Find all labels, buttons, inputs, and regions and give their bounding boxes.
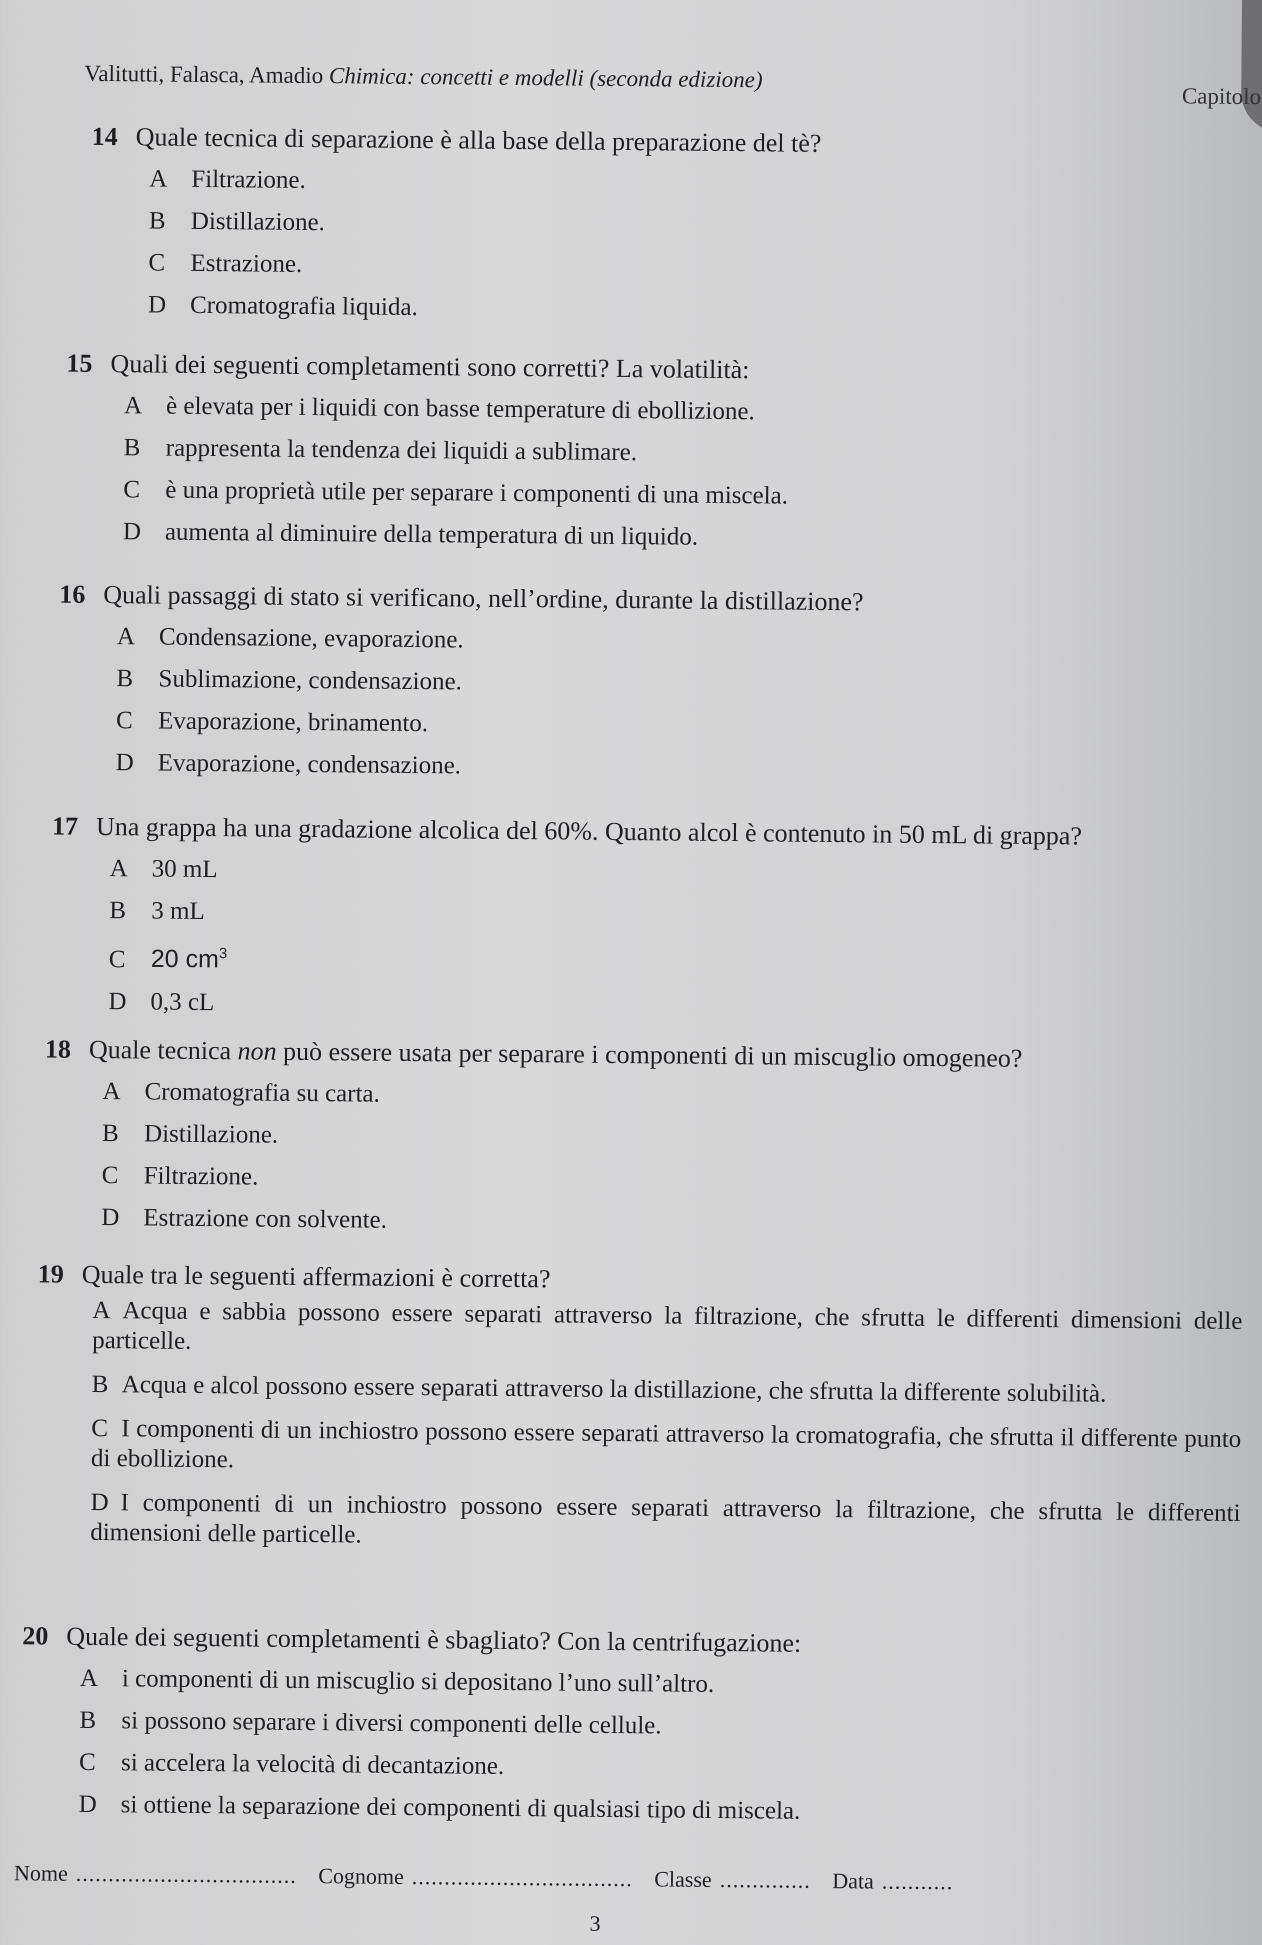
option-text: 20 cm [150, 945, 220, 974]
option-text: I componenti di un inchiostro possono essere separati attraverso la filtrazione, che sfrutta le differenti dimensioni delle particelle. [90, 1489, 1241, 1549]
option-d[interactable] [101, 1197, 1021, 1248]
option-letter: A [102, 1078, 121, 1106]
option-text: si possono separare i diversi componenti delle cellule. [121, 1707, 662, 1740]
question-text: Una grappa ha una gradazione alcolica del 60%. Quanto alcol è contenuto in 50 mL di grappa? [95, 811, 1083, 851]
cognome-label: Cognome [318, 1863, 404, 1889]
option-letter: D [78, 1791, 97, 1819]
option-text: Distillazione. [190, 208, 326, 237]
option-text: aumenta al diminuire della temperatura di un liquido. [164, 518, 699, 551]
option-letter: C [148, 249, 166, 277]
option-text: Evaporazione, condensazione. [157, 749, 462, 780]
option-text: si accelera la velocità di decantazione. [120, 1749, 505, 1781]
option-a[interactable] [124, 385, 789, 433]
option-d[interactable] [108, 981, 1080, 1032]
question-text: Quali passaggi di stato si verificano, nell’ordine, durante la distillazione? [103, 580, 864, 617]
option-text: 3 mL [151, 897, 205, 926]
option-text: rappresenta la tendenza dei liquidi a sublimare. [165, 434, 638, 467]
question-text: Quali dei seguenti completamenti sono corretti? La volatilità: [110, 349, 750, 385]
option-text: I componenti di un inchiostro possono essere separati attraverso la cromatografia, che sfrutta il differente punto di ebollizione. [90, 1415, 1242, 1474]
option-text: Filtrazione. [143, 1162, 259, 1191]
question-text-emphasis: non [237, 1036, 277, 1066]
option-text: 0,3 cL [150, 988, 215, 1016]
option-letter: C [78, 1749, 96, 1777]
option-letter: D [115, 749, 134, 777]
option-letter: C [123, 476, 141, 504]
option-list [50, 848, 1082, 1032]
option-c[interactable] [116, 700, 863, 749]
data-label: Data [832, 1868, 874, 1894]
question-14 [90, 121, 822, 333]
question-number: 15 [66, 348, 93, 378]
question-19 [35, 1258, 1243, 1573]
cognome-field[interactable] [318, 1863, 641, 1891]
option-a[interactable] [149, 159, 821, 207]
data-field[interactable] [832, 1868, 961, 1894]
option-d[interactable] [115, 742, 862, 791]
option-text: Acqua e sabbia possono essere separati attraverso la filtrazione, che sfrutta le differenti dimensioni delle particelle. [92, 1297, 1243, 1356]
option-letter: C [101, 1162, 119, 1190]
option-letter: B [91, 1371, 109, 1399]
option-letter: D [101, 1204, 120, 1232]
option-text: i componenti di un miscuglio si depositano l’uno sull’altro. [121, 1665, 715, 1699]
option-d[interactable] [78, 1784, 800, 1833]
option-d[interactable] [148, 285, 820, 333]
question-20 [20, 1620, 802, 1833]
option-b[interactable] [79, 1700, 801, 1749]
option-text: Estrazione con solvente. [143, 1204, 388, 1234]
question-16 [57, 579, 863, 792]
option-text: si ottiene la separazione dei componenti di qualsiasi tipo di miscela. [120, 1791, 801, 1825]
option-letter: C [115, 707, 133, 735]
option-d[interactable] [90, 1488, 1241, 1559]
book-title: Chimica: concetti e modelli (seconda edizione) [328, 63, 763, 93]
option-d[interactable] [123, 511, 788, 559]
question-number: 16 [59, 579, 86, 609]
nome-blank: .................................. [75, 1860, 297, 1888]
option-letter: A [92, 1297, 111, 1325]
question-text: Quale tecnica di separazione è alla base della preparazione del tè? [135, 122, 822, 158]
page-edge [1241, 0, 1262, 132]
book-reference [84, 61, 763, 94]
page-number: 3 [589, 1910, 601, 1936]
option-list [65, 385, 789, 560]
option-list [43, 1071, 1022, 1248]
authors: Valitutti, Falasca, Amadio [84, 60, 324, 89]
unit-exponent: 3 [218, 945, 228, 963]
option-list [90, 158, 821, 333]
classe-field[interactable] [654, 1866, 819, 1893]
option-text: Evaporazione, brinamento. [157, 707, 429, 738]
option-a[interactable] [80, 1658, 802, 1707]
option-b[interactable] [149, 201, 821, 249]
option-letter: C [91, 1415, 109, 1443]
option-c[interactable] [91, 1414, 1242, 1485]
option-text: Cromatografia liquida. [189, 292, 418, 322]
option-text: Condensazione, evaporazione. [158, 623, 464, 654]
question-number: 19 [37, 1259, 64, 1289]
option-text: Sublimazione, condensazione. [158, 665, 462, 696]
option-letter: A [123, 392, 143, 420]
option-letter: A [116, 623, 136, 651]
option-letter: B [148, 207, 166, 235]
option-letter: A [79, 1665, 99, 1693]
option-letter: A [109, 855, 128, 883]
option-letter: B [109, 897, 127, 925]
option-text: Acqua e alcol possono essere separati attraverso la distillazione, che sfrutta la differente solubilità. [121, 1371, 1107, 1408]
data-blank: ........... [881, 1868, 954, 1895]
option-letter: A [149, 165, 168, 193]
cognome-blank: .................................. [411, 1864, 633, 1892]
option-text: Cromatografia su carta. [144, 1078, 380, 1108]
option-text: è una proprietà utile per separare i componenti di una miscela. [165, 476, 789, 510]
option-letter: B [123, 434, 141, 462]
question-17 [50, 811, 1082, 1032]
option-letter: D [90, 1489, 109, 1517]
option-letter: B [79, 1707, 97, 1735]
option-b[interactable] [123, 427, 788, 475]
option-letter: C [108, 945, 126, 973]
nome-field[interactable] [14, 1860, 305, 1888]
option-c[interactable] [123, 469, 788, 517]
option-b[interactable] [116, 658, 863, 707]
option-a[interactable] [117, 616, 864, 665]
option-a[interactable] [92, 1296, 1243, 1367]
question-number: 14 [91, 121, 118, 152]
option-c[interactable] [79, 1742, 801, 1791]
option-c[interactable] [148, 243, 820, 291]
option-list [35, 1296, 1242, 1560]
student-info-footer [14, 1860, 970, 1895]
option-text: Filtrazione. [191, 166, 306, 195]
question-text-after: può essere usata per separare i componenti di un miscuglio omogeneo? [276, 1036, 1023, 1073]
classe-blank: .............. [719, 1866, 811, 1893]
classe-label: Classe [654, 1866, 712, 1892]
option-letter: D [147, 291, 167, 319]
question-text-before: Quale tecnica [88, 1034, 238, 1066]
question-15 [65, 348, 790, 560]
option-list [57, 616, 863, 792]
question-text: Quale tra le seguenti affermazioni è corretta? [81, 1259, 551, 1294]
nome-label: Nome [13, 1860, 68, 1886]
option-letter: B [101, 1120, 119, 1148]
option-letter: D [122, 518, 142, 546]
question-number: 20 [22, 1621, 49, 1651]
option-letter: D [108, 987, 127, 1015]
question-18 [43, 1033, 1022, 1248]
option-text: è elevata per i liquidi con basse temperature di ebollizione. [165, 392, 755, 426]
question-number: 18 [44, 1034, 72, 1064]
option-text: Estrazione. [190, 250, 303, 279]
option-b[interactable] [92, 1370, 1242, 1411]
option-text: Distillazione. [143, 1120, 279, 1149]
option-text: 30 mL [151, 855, 218, 884]
question-text: Quale dei seguenti completamenti è sbagliato? Con la centrifugazione: [66, 1621, 802, 1658]
option-list [20, 1657, 801, 1832]
question-number: 17 [51, 811, 79, 841]
option-letter: B [116, 665, 134, 693]
chapter-label: Capitolo [1181, 83, 1262, 110]
